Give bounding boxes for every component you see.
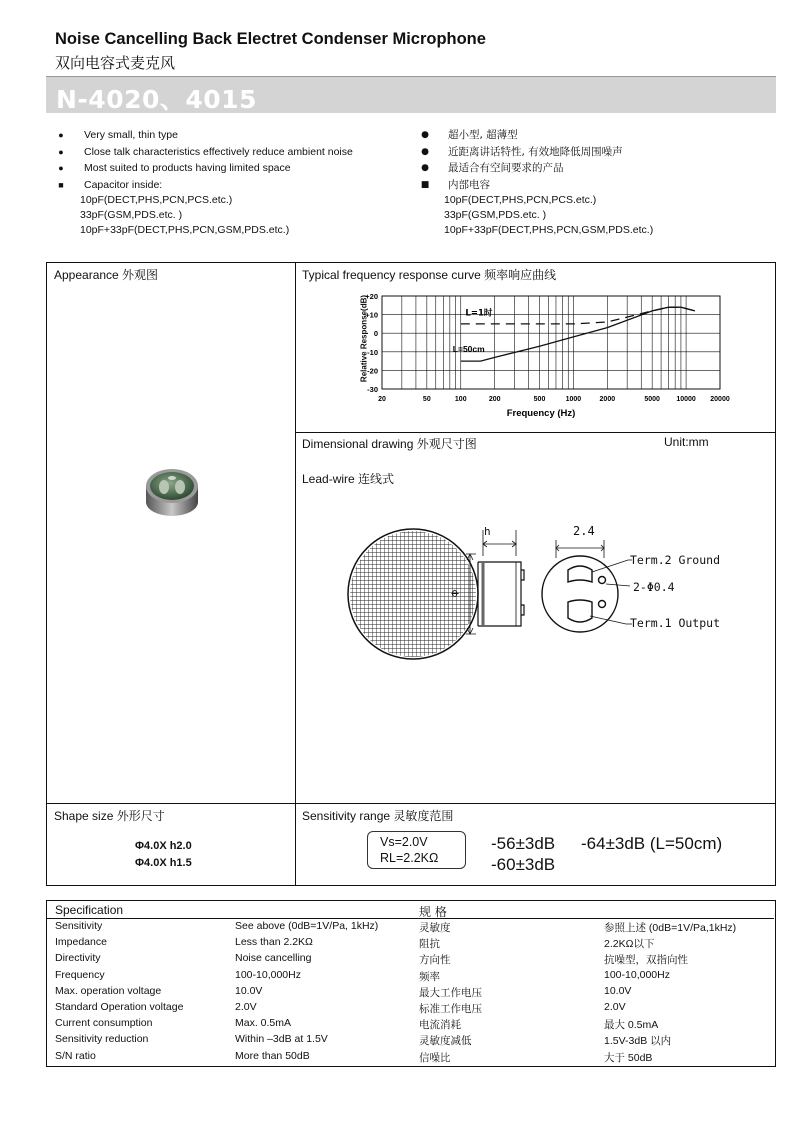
spec-cell-name-cn: 阻抗 [419, 938, 440, 951]
page-subtitle-cn: 双向电容式麦克风 [55, 54, 176, 72]
back-view [542, 540, 632, 632]
spec-cell-value-cn: 100-10,000Hz [604, 968, 670, 981]
spec-cell-name-cn: 频率 [419, 970, 440, 983]
model-banner [46, 76, 776, 113]
spec-cell-name-cn: 最大工作电压 [419, 986, 482, 999]
bullet-icon: ■ [420, 180, 430, 190]
divider [296, 432, 775, 433]
chart-xlabel: Frequency (Hz) [506, 408, 576, 419]
table-row [47, 1016, 775, 1032]
dim-h-label: h [484, 525, 491, 538]
sensitivity-label: Sensitivity range 灵敏度范围 [302, 809, 454, 823]
spec-header-en: Specification [55, 903, 124, 917]
table-row [47, 968, 775, 984]
spec-cell-value: Less than 2.2KΩ [235, 936, 313, 949]
dimensional-label: Dimensional drawing 外观尺寸图 [302, 437, 477, 451]
spec-cell-value: 2.0V [235, 1001, 257, 1013]
sensitivity-value-2: -64±3dB (L=50cm) [581, 834, 723, 853]
chart-ytick-label: +10 [365, 310, 378, 320]
chart-xtick-label: 2000 [599, 396, 616, 403]
chart-xtick-label: 1000 [565, 396, 582, 403]
feature-text: Most suited to products having limited space [84, 162, 291, 174]
features-cn [419, 127, 749, 247]
spec-cell-name: Impedance [55, 936, 107, 949]
spec-cell-value: Noise cancelling [235, 952, 312, 965]
spec-cell-name: Current consumption [55, 1017, 153, 1030]
sensitivity-value-3: -60±3dB [491, 855, 556, 874]
leadwire-label: Lead-wire 连线式 [302, 472, 395, 486]
bullet-icon: ● [58, 130, 64, 140]
condition-box [367, 831, 466, 869]
spec-rows [47, 919, 775, 1066]
spec-cell-value-cn: 参照上述 (0dB=1V/Pa,1kHz) [604, 922, 737, 934]
spec-cell-value: 100-10,000Hz [235, 968, 301, 981]
spec-cell-name: S/N ratio [55, 1049, 96, 1062]
chart-ytick-label: +20 [365, 292, 378, 301]
hole-label: 2-Φ0.4 [633, 580, 675, 594]
spec-cell-value-cn: 抗噪型，双指向性 [604, 954, 688, 967]
feature-text: Capacitor inside: [84, 179, 163, 191]
table-row [47, 984, 775, 1000]
spec-header-cn: 规 格 [419, 905, 447, 919]
chart-ytick-label: -10 [367, 347, 378, 357]
spec-cell-name-cn: 信噪比 [419, 1051, 451, 1064]
capacitor-option: 10pF+33pF(DECT,PHS,PCN,GSM,PDS.etc.) [444, 224, 654, 236]
model-number: N-4020、4015 [56, 85, 257, 114]
dimensional-drawing [340, 520, 770, 660]
table-row [47, 1032, 775, 1048]
spec-cell-name: Max. operation voltage [55, 984, 162, 997]
bullet-icon: ● [421, 147, 429, 157]
appearance-label: Appearance 外观图 [54, 268, 159, 282]
frequency-label: Typical frequency response curve 频率响应曲线 [302, 268, 557, 282]
chart-xtick-label: 100 [454, 396, 467, 403]
spec-cell-value-cn: 2.2KΩ以下 [604, 938, 655, 951]
spec-cell-value: See above (0dB=1V/Pa, 1kHz) [235, 920, 379, 932]
spec-cell-value: More than 50dB [235, 1049, 310, 1062]
chart-ylabel: Relative Response(dB) [359, 294, 369, 383]
capacitor-option: 10pF(DECT,PHS,PCN,PCS.etc.) [444, 194, 597, 206]
feature-item [419, 127, 749, 143]
feature-text: 超小型, 超薄型 [448, 129, 518, 141]
spec-cell-name-cn: 标准工作电压 [419, 1003, 482, 1015]
spec-cell-name: Directivity [55, 952, 101, 965]
term2-label: Term.2 Ground [630, 553, 721, 567]
shape-size-1: Φ4.0X h2.0 [135, 840, 192, 852]
table-row [47, 919, 775, 935]
chart-xtick-label: 5000 [644, 396, 660, 403]
spec-cell-value-cn: 2.0V [604, 1001, 626, 1013]
spec-cell-value-cn: 1.5V-3dB 以内 [604, 1035, 672, 1048]
bullet-icon: ■ [58, 180, 64, 190]
table-row [47, 1000, 775, 1016]
bullet-icon: ● [421, 130, 429, 140]
dim-2-4-label: 2.4 [573, 524, 595, 538]
spec-cell-name-cn: 灵敏度 [419, 922, 451, 934]
chart-xtick-label: 20000 [710, 396, 730, 403]
spec-header [47, 901, 774, 919]
capacitor-option: 33pF(GSM,PDS.etc. ) [80, 209, 183, 221]
spec-cell-name: Standard Operation voltage [55, 1001, 184, 1013]
chart-xtick-label: 500 [533, 396, 546, 403]
chart-series-line [461, 307, 695, 361]
feature-text: 近距离讲话特性, 有效地降低周围噪声 [448, 146, 623, 158]
feature-item [55, 177, 415, 193]
supply-voltage: Vs=2.0V [380, 835, 428, 849]
feature-text: 最适合有空间要求的产品 [448, 162, 564, 174]
spec-cell-value-cn: 大于 50dB [604, 1051, 653, 1064]
feature-item [419, 144, 749, 160]
spec-cell-name-cn: 电流消耗 [419, 1019, 461, 1032]
feature-item [55, 127, 415, 143]
features-en [55, 127, 415, 247]
spec-cell-value: 10.0V [235, 984, 263, 997]
spec-table [46, 900, 776, 1067]
spec-cell-value-cn: 最大 0.5mA [604, 1019, 659, 1032]
feature-item [55, 144, 415, 160]
bullet-icon: ● [58, 147, 64, 157]
unit-label: Unit:mm [664, 435, 709, 449]
chart-series-label: L=50cm [452, 343, 485, 354]
divider [295, 263, 296, 885]
bullet-icon: ● [58, 163, 64, 173]
feature-text: Close talk characteristics effectively reduce ambient noise [84, 146, 353, 158]
spec-cell-name-cn: 方向性 [419, 954, 451, 967]
table-row [47, 951, 775, 967]
divider [47, 803, 775, 804]
shape-label: Shape size 外形尺寸 [54, 809, 165, 823]
frequency-chart [355, 290, 745, 425]
chart-ytick-label: -30 [367, 385, 378, 394]
feature-item [55, 160, 415, 176]
spec-cell-value: Within –3dB at 1.5V [235, 1033, 328, 1046]
sensitivity-value-1: -56±3dB [491, 834, 556, 853]
feature-text: 内部电容 [448, 179, 490, 191]
table-row [47, 1049, 775, 1065]
feature-text: Very small, thin type [84, 129, 178, 141]
feature-item [419, 160, 749, 176]
load-resistance: RL=2.2KΩ [380, 851, 439, 865]
dim-diameter-label: Φ [450, 589, 462, 598]
spec-cell-value-cn: 10.0V [604, 984, 632, 997]
term1-label: Term.1 Output [630, 616, 721, 630]
spec-cell-name: Sensitivity reduction [55, 1033, 149, 1046]
chart-ytick-label: -20 [367, 366, 378, 376]
capacitor-option: 10pF+33pF(DECT,PHS,PCN,GSM,PDS.etc.) [80, 224, 290, 236]
bullet-icon: ● [421, 163, 429, 173]
spec-cell-name: Sensitivity [55, 920, 103, 932]
chart-xtick-label: 10000 [676, 396, 696, 403]
capacitor-option: 33pF(GSM,PDS.etc. ) [444, 209, 547, 221]
chart-xtick-label: 50 [422, 396, 431, 403]
capacitor-option: 10pF(DECT,PHS,PCN,PCS.etc.) [80, 194, 233, 206]
table-row [47, 935, 775, 951]
spec-cell-value: Max. 0.5mA [235, 1017, 292, 1030]
feature-item [419, 177, 749, 193]
page-title: Noise Cancelling Back Electret Condenser Microphone [55, 30, 486, 48]
chart-xtick-label: 200 [488, 396, 501, 403]
shape-size-2: Φ4.0X h1.5 [135, 857, 192, 869]
microphone-photo [140, 462, 204, 522]
chart-series-label: L=1时 [465, 308, 493, 319]
chart-xtick-label: 20 [378, 396, 386, 403]
spec-cell-name-cn: 灵敏度减低 [419, 1035, 472, 1048]
spec-cell-name: Frequency [55, 968, 105, 981]
chart-ytick-label: 0 [373, 329, 378, 339]
